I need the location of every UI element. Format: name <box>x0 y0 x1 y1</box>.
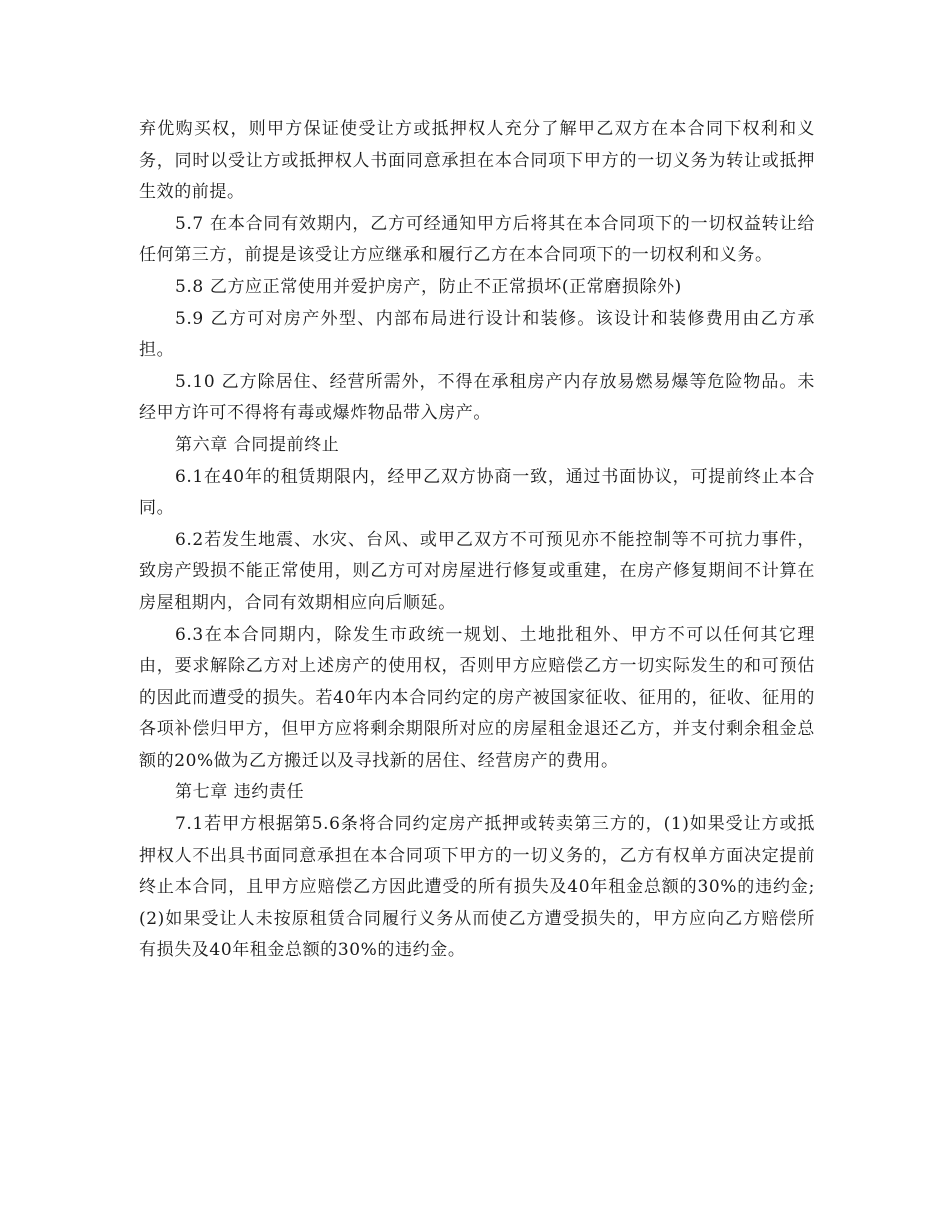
paragraph-5-10: 5.10 乙方除居住、经营所需外，不得在承租房产内存放易燃易爆等危险物品。未经甲方许可不得将有毒或爆炸物品带入房产。 <box>139 371 815 424</box>
paragraph-6-2: 6.2若发生地震、水灾、台风、或甲乙双方不可预见亦不能控制等不可抗力事件，致房产毁损不能正常使用，则乙方可对房屋进行修复或重建，在房产修复期间不计算在房屋租期内，合同有效期相应向后顺延。 <box>139 529 815 613</box>
paragraph-6-3: 6.3在本合同期内，除发生市政统一规划、土地批租外、甲方不可以任何其它理由，要求解除乙方对上述房产的使用权，否则甲方应赔偿乙方一切实际发生的和可预估的因此而遭受的损失。若40年内本合同约定的房产被国家征收、征用的，征收、征用的各项补偿归甲方，但甲方应将剩余期限所对应的房屋租金退还乙方，并支付剩余租金总额的20%做为乙方搬迁以及寻找新的居住、经营房产的费用。 <box>139 624 815 771</box>
chapter-6-heading: 第六章 合同提前终止 <box>175 434 340 455</box>
paragraph-5-6-continued: 弃优购买权，则甲方保证使受让方或抵押权人充分了解甲乙双方在本合同下权利和义务，同时以受让方或抵押权人书面同意承担在本合同项下甲方的一切义务为转让或抵押生效的前提。 <box>139 119 815 203</box>
paragraph-5-9: 5.9 乙方可对房产外型、内部布局进行设计和装修。该设计和装修费用由乙方承担。 <box>139 308 815 361</box>
paragraph-5-8: 5.8 乙方应正常使用并爱护房产，防止不正常损坏(正常磨损除外) <box>175 276 682 297</box>
paragraph-6-1: 6.1在40年的租赁期限内，经甲乙双方协商一致，通过书面协议，可提前终止本合同。 <box>139 466 815 519</box>
paragraph-5-7: 5.7 在本合同有效期内，乙方可经通知甲方后将其在本合同项下的一切权益转让给任何第三方，前提是该受让方应继承和履行乙方在本合同项下的一切权利和义务。 <box>139 213 815 266</box>
document-body <box>139 114 815 967</box>
chapter-7-heading: 第七章 违约责任 <box>175 782 305 803</box>
paragraph-7-1: 7.1若甲方根据第5.6条将合同约定房产抵押或转卖第三方的，(1)如果受让方或抵押权人不出具书面同意承担在本合同项下甲方的一切义务的，乙方有权单方面决定提前终止本合同，且甲方应赔偿乙方因此遭受的所有损失及40年租金总额的30%的违约金;(2)如果受让人未按原租赁合同履行义务从而使乙方遭受损失的，甲方应向乙方赔偿所有损失及40年租金总额的30%的违约金。 <box>139 814 815 961</box>
